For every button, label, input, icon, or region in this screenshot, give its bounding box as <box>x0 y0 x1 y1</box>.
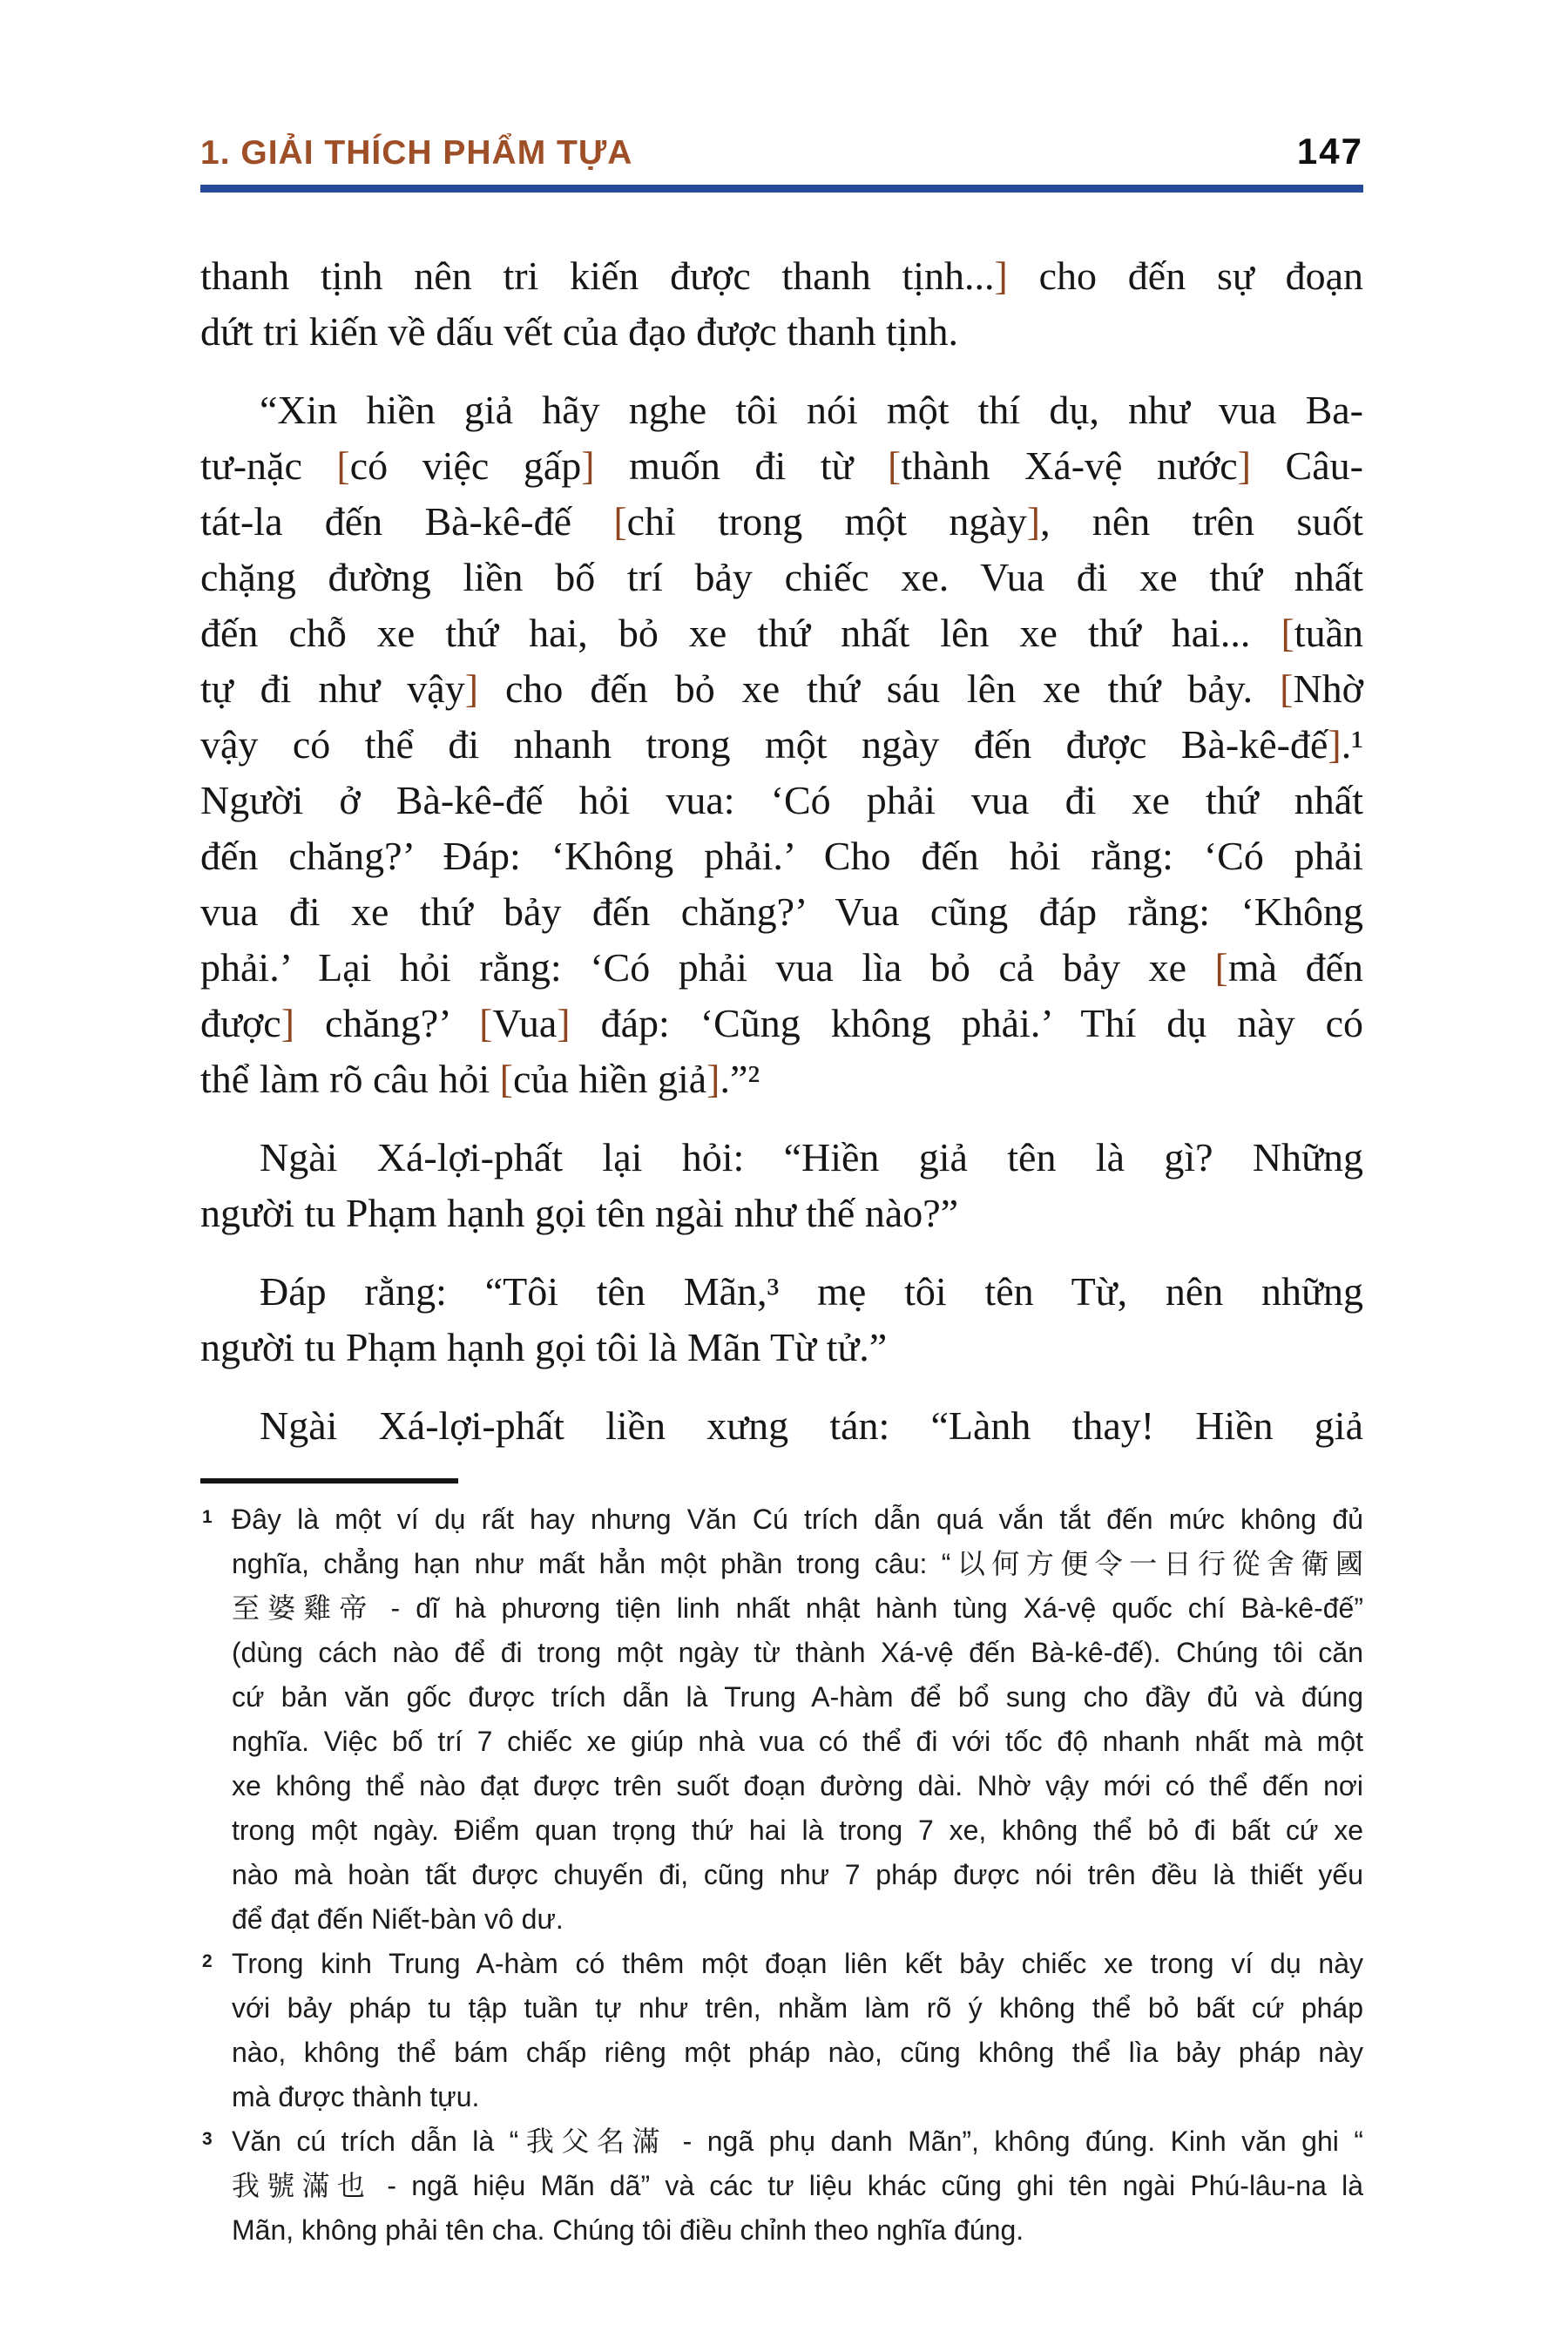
text-line: chặng đường liền bố trí bảy chiếc xe. Vua đi xe thứ nhất <box>200 555 1363 599</box>
text-line: được] chăng?’ [Vua] đáp: ‘Cũng không phải.’ Thí dụ này có <box>200 1001 1363 1045</box>
bracket: ] <box>280 1001 295 1045</box>
bracket: ] <box>1328 722 1342 767</box>
footnote <box>200 1497 1363 1942</box>
paragraph <box>200 1264 1363 1375</box>
footnote-line: nào, không thể bám chấp riêng một pháp nào, cũng không thể lìa bảy pháp này <box>232 2037 1363 2068</box>
text-line: tư-nặc [có việc gấp] muốn đi từ [thành Xá-vệ nước] Câu- <box>200 443 1363 488</box>
text-line: thanh tịnh nên tri kiến được thanh tịnh...] cho đến sự đoạn <box>200 253 1363 298</box>
bracket: [ <box>1280 666 1294 711</box>
footnote-line: cứ bản văn gốc được trích dẫn là Trung A-hàm để bổ sung cho đầy đủ và đúng <box>232 1681 1363 1713</box>
running-header <box>200 131 1363 193</box>
bracket: ] <box>464 666 479 711</box>
page-number: 147 <box>1296 131 1363 172</box>
text-line: Đáp rằng: “Tôi tên Mãn,³ mẹ tôi tên Từ, nên những <box>260 1269 1363 1314</box>
text-line: “Xin hiền giả hãy nghe tôi nói một thí dụ, như vua Ba- <box>260 388 1363 432</box>
footnote-line: 至婆雞帝 - dĩ hà phương tiện linh nhất nhật hành tùng Xá-vệ quốc chí Bà-kê-đế” <box>232 1592 1363 1624</box>
bracket: [ <box>613 499 627 544</box>
paragraph <box>200 382 1363 1107</box>
bracket: ] <box>706 1057 720 1101</box>
header-rule <box>200 185 1363 193</box>
footnote-line: 我號滿也 - ngã hiệu Mãn dã” và các tư liệu khác cũng ghi tên ngài Phú-lâu-na là <box>232 2170 1363 2201</box>
footnote-separator-rule <box>200 1478 458 1484</box>
footnote-line: để đạt đến Niết-bàn vô dư. <box>232 1903 564 1935</box>
footnote <box>200 2119 1363 2253</box>
footnote-line: nghĩa. Việc bố trí 7 chiếc xe giúp nhà vua có thể đi với tốc độ nhanh nhất mà một <box>232 1726 1363 1757</box>
bracket: [ <box>499 1057 513 1101</box>
section-title: 1. GIẢI THÍCH PHẨM TỰA <box>200 134 633 172</box>
running-head-row <box>200 131 1363 172</box>
footnote-line: với bảy pháp tu tập tuần tự như trên, nhằm làm rõ ý không thể bỏ bất cứ pháp <box>232 1992 1363 2024</box>
footnote-line: Đây là một ví dụ rất hay nhưng Văn Cú trích dẫn quá vắn tắt đến mức không đủ <box>232 1504 1363 1535</box>
bracket: ] <box>557 1001 571 1045</box>
footnote-line: mà được thành tựu. <box>232 2081 480 2112</box>
footnote-marker: 1 <box>202 1507 213 1527</box>
bracket: ] <box>1026 499 1041 544</box>
footnotes <box>200 1497 1363 2253</box>
bracket: ] <box>581 443 595 488</box>
text-line: phải.’ Lại hỏi rằng: ‘Có phải vua lìa bỏ cả bảy xe [mà đến <box>200 945 1363 990</box>
footnote <box>200 1942 1363 2119</box>
text-line: người tu Phạm hạnh gọi tên ngài như thế nào?” <box>200 1191 959 1235</box>
footnote-line: trong một ngày. Điểm quan trọng thứ hai là trong 7 xe, không thể bỏ đi bất cứ xe <box>232 1815 1363 1846</box>
footnote-line: nào mà hoàn tất được chuyến đi, cũng như 7 pháp được nói trên đều là thiết yếu <box>232 1859 1363 1890</box>
bracket: ] <box>994 253 1008 298</box>
text-line: vậy có thể đi nhanh trong một ngày đến được Bà-kê-đế].¹ <box>200 722 1363 767</box>
paragraph <box>200 1398 1363 1454</box>
footnote-line: (dùng cách nào để đi trong một ngày từ thành Xá-vệ đến Bà-kê-đế). Chúng tôi căn <box>232 1637 1363 1668</box>
footnote-marker: 3 <box>202 2129 213 2149</box>
text-line: Ngài Xá-lợi-phất liền xưng tán: “Lành thay! Hiền giả <box>260 1403 1363 1448</box>
bracket: [ <box>479 1001 493 1045</box>
bracket: [ <box>1281 611 1294 655</box>
footnote-marker: 2 <box>202 1951 213 1971</box>
text-line: Ngài Xá-lợi-phất lại hỏi: “Hiền giả tên là gì? Những <box>260 1135 1363 1179</box>
footnote-line: Trong kinh Trung A-hàm có thêm một đoạn liên kết bảy chiếc xe trong ví dụ này <box>232 1948 1363 1979</box>
paragraph <box>200 1130 1363 1241</box>
footnote-line: Văn cú trích dẫn là “我父名滿 - ngã phụ danh Mãn”, không đúng. Kinh văn ghi “ <box>232 2126 1363 2157</box>
footnote-line: nghĩa, chẳng hạn như mất hẳn một phần trong câu: “以何方便令一日行從舍衛國 <box>232 1548 1363 1579</box>
paragraph <box>200 248 1363 360</box>
footnote-line: Mãn, không phải tên cha. Chúng tôi điều chỉnh theo nghĩa đúng. <box>232 2214 1024 2246</box>
footnote-line: xe không thể nào đạt được trên suốt đoạn đường dài. Nhờ vậy mới có thể đến nơi <box>232 1770 1363 1801</box>
text-line: đến chăng?’ Đáp: ‘Không phải.’ Cho đến hỏi rằng: ‘Có phải <box>200 834 1363 878</box>
body-text <box>200 248 1363 1454</box>
bracket: [ <box>888 443 902 488</box>
text-line: Người ở Bà-kê-đế hỏi vua: ‘Có phải vua đi xe thứ nhất <box>200 778 1363 822</box>
bracket: ] <box>1237 443 1252 488</box>
text-line: tát-la đến Bà-kê-đế [chỉ trong một ngày], nên trên suốt <box>200 499 1363 544</box>
bracket: [ <box>336 443 350 488</box>
text-line: dứt tri kiến về dấu vết của đạo được thanh tịnh. <box>200 309 959 354</box>
bracket: [ <box>1214 945 1228 990</box>
text-line: đến chỗ xe thứ hai, bỏ xe thứ nhất lên xe thứ hai... [tuần <box>200 611 1363 655</box>
text-line: vua đi xe thứ bảy đến chăng?’ Vua cũng đáp rằng: ‘Không <box>200 889 1363 934</box>
text-line: người tu Phạm hạnh gọi tôi là Mãn Từ tử.” <box>200 1325 888 1369</box>
text-line: thể làm rõ câu hỏi [của hiền giả].”² <box>200 1057 760 1101</box>
text-line: tự đi như vậy] cho đến bỏ xe thứ sáu lên xe thứ bảy. [Nhờ <box>200 666 1363 711</box>
